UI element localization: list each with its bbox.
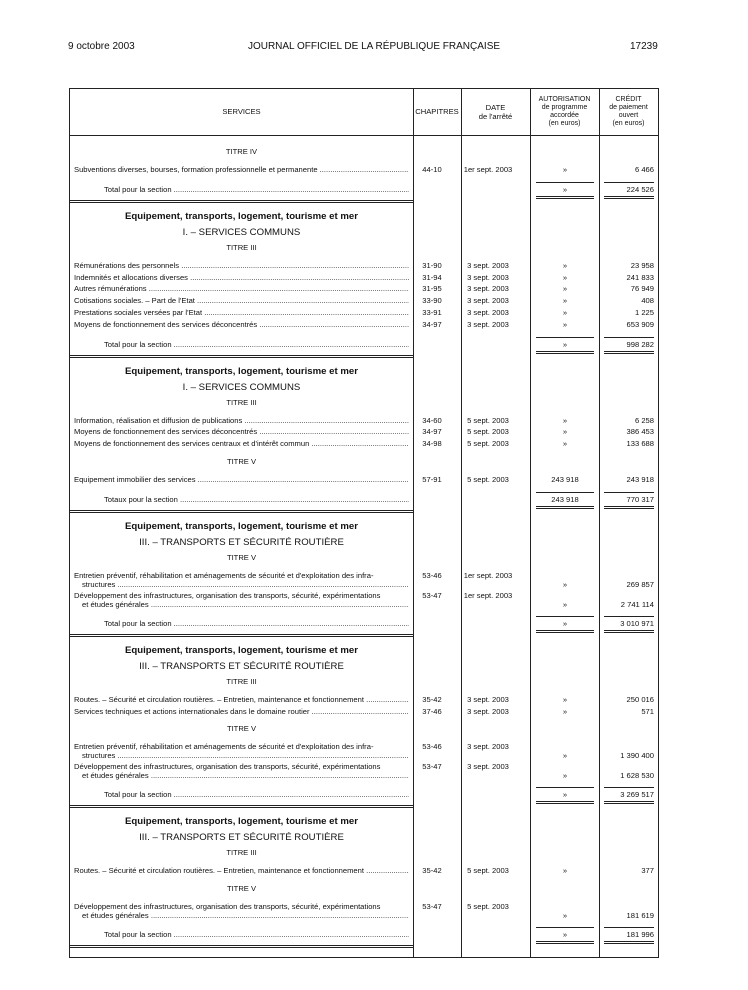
chapitre-cell: 53-47 <box>422 902 442 912</box>
total-rule <box>536 630 594 633</box>
service-label-cont: et études générales ..... <box>82 770 409 782</box>
total-rule <box>536 506 594 509</box>
table-row <box>70 272 658 284</box>
credit-cell: 1 225 <box>634 308 654 317</box>
section-divider <box>70 945 413 948</box>
autorisation-cell: » <box>562 579 568 589</box>
credit-cell: 6 258 <box>634 415 654 425</box>
table-header <box>70 89 658 136</box>
ministry-heading: Equipement, transports, logement, tourisme et mer <box>125 644 358 656</box>
col-divider-chapitres <box>413 89 414 957</box>
table-row <box>70 319 658 331</box>
date-cell: 3 sept. 2003 <box>467 694 509 704</box>
service-label: Routes. – Sécurité et circulation routières. – Entretien, maintenance et fonctionnement ..... <box>74 865 409 877</box>
chapitre-cell: 31-95 <box>422 284 442 294</box>
chapitre-cell: 53-46 <box>422 742 442 752</box>
chapitre-cell: 44-10 <box>422 165 442 174</box>
chapitre-cell: 35-42 <box>422 694 442 704</box>
service-label: Subventions diverses, bourses, formation professionnelle et permanente ..... <box>74 164 409 176</box>
table-row <box>70 706 658 718</box>
chapitre-cell: 34-97 <box>422 427 442 437</box>
date-cell: 3 sept. 2003 <box>467 319 509 329</box>
col-header-credit: CRÉDIT de paiement ouvert (en euros) <box>609 96 648 127</box>
service-label: Routes. – Sécurité et circulation routières. – Entretien, maintenance et fonctionnement ..... <box>74 694 409 706</box>
total-rule <box>604 927 654 928</box>
total-label: Totaux pour la section ..... <box>104 494 409 506</box>
total-rule <box>604 787 654 788</box>
service-label-cont: structures ..... <box>82 579 409 591</box>
autorisation-cell: 243 918 <box>551 475 579 484</box>
service-label: Moyens de fonctionnement des services déconcentrés ..... <box>74 319 409 331</box>
table-row <box>70 426 658 438</box>
table-row <box>70 741 658 761</box>
total-rule <box>536 787 594 788</box>
total-rule <box>536 927 594 928</box>
autorisation-cell: » <box>562 319 568 329</box>
autorisation-cell: » <box>562 296 568 306</box>
credit-total: 770 317 <box>626 494 654 504</box>
service-label: Entretien préventif, réhabilitation et aménagements de sécurité et d'exploitation des infra- <box>74 570 374 580</box>
date-cell: 3 sept. 2003 <box>467 706 509 716</box>
credit-cell: 76 949 <box>630 284 654 294</box>
col-header-services: SERVICES <box>222 107 261 116</box>
date-cell: 5 sept. 2003 <box>467 439 509 449</box>
section-heading: III. – TRANSPORTS ET SÉCURITÉ ROUTIÈRE <box>139 660 344 672</box>
autorisation-total: » <box>562 339 568 349</box>
table-row <box>70 761 658 781</box>
service-label: Moyens de fonctionnement des services centraux et d'intérêt commun ..... <box>74 438 409 450</box>
titre-heading: TITRE III <box>226 848 257 858</box>
service-label: Entretien préventif, réhabilitation et aménagements de sécurité et d'exploitation des infra- <box>74 742 374 752</box>
total-rule <box>536 941 594 944</box>
credit-cell: 653 909 <box>626 319 654 329</box>
service-label: Equipement immobilier des services ..... <box>74 474 409 486</box>
total-row <box>70 494 658 506</box>
autorisation-cell: » <box>562 415 568 425</box>
date-cell: 3 sept. 2003 <box>467 272 509 282</box>
credit-cell: 571 <box>641 706 654 716</box>
service-label: Développement des infrastructures, organisation des transports, sécurité, expérimentations <box>74 902 381 912</box>
col-header-autorisation: AUTORISATION de programme accordée (en euros) <box>538 96 591 127</box>
credit-cell: 386 453 <box>626 427 654 437</box>
autorisation-total: » <box>562 184 568 194</box>
section-divider <box>70 200 413 203</box>
autorisation-cell: » <box>562 694 568 704</box>
credit-total: 224 526 <box>626 184 654 194</box>
chapitre-cell: 37-46 <box>422 706 442 716</box>
titre-heading: TITRE V <box>226 724 257 734</box>
total-rule <box>604 492 654 493</box>
date-cell: 5 sept. 2003 <box>467 475 509 484</box>
total-rule <box>604 630 654 633</box>
table-row <box>70 865 658 877</box>
table-row <box>70 590 658 610</box>
autorisation-cell: » <box>562 866 568 876</box>
credit-cell: 241 833 <box>626 272 654 282</box>
date-cell: 3 sept. 2003 <box>467 742 509 752</box>
header-page-number: 17239 <box>630 41 658 52</box>
table-row <box>70 164 658 176</box>
total-row <box>70 618 658 630</box>
service-label: Développement des infrastructures, organisation des transports, sécurité, expérimentations <box>74 762 381 772</box>
table-row <box>70 260 658 272</box>
credit-cell: 2 741 114 <box>620 599 654 609</box>
date-cell: 3 sept. 2003 <box>467 284 509 294</box>
chapitre-cell: 35-42 <box>422 866 442 876</box>
total-rule <box>604 182 654 183</box>
titre-heading: TITRE V <box>226 884 257 894</box>
date-cell: 5 sept. 2003 <box>467 427 509 437</box>
table-row <box>70 901 658 921</box>
autorisation-total: » <box>562 790 568 800</box>
chapitre-cell: 34-98 <box>422 439 442 449</box>
service-label: Information, réalisation et diffusion de publications ..... <box>74 415 409 427</box>
titre-heading: TITRE III <box>226 676 257 686</box>
credit-cell: 1 390 400 <box>620 751 654 761</box>
credit-cell: 243 918 <box>626 475 654 484</box>
credit-cell: 408 <box>641 296 654 306</box>
autorisation-cell: » <box>562 599 568 609</box>
total-rule <box>604 351 654 354</box>
table-row <box>70 570 658 590</box>
chapitre-cell: 34-97 <box>422 319 442 329</box>
credit-cell: 6 466 <box>634 165 654 174</box>
col-header-chapitres: CHAPITRES <box>415 107 459 116</box>
date-cell: 3 sept. 2003 <box>467 762 509 772</box>
chapitre-cell: 31-94 <box>422 272 442 282</box>
autorisation-cell: » <box>562 427 568 437</box>
section-divider <box>70 510 413 513</box>
service-label: Rémunérations des personnels ..... <box>74 260 409 272</box>
section-heading: III. – TRANSPORTS ET SÉCURITÉ ROUTIÈRE <box>139 832 344 844</box>
total-rule <box>536 182 594 183</box>
total-row <box>70 339 658 351</box>
autorisation-cell: » <box>562 706 568 716</box>
titre-heading: TITRE III <box>226 242 257 252</box>
service-label: Développement des infrastructures, organisation des transports, sécurité, expérimentations <box>74 590 381 600</box>
autorisation-cell: » <box>562 911 568 921</box>
date-cell: 1er sept. 2003 <box>463 165 513 174</box>
service-label-cont: et études générales ..... <box>82 599 409 611</box>
credit-total: 181 996 <box>626 930 654 940</box>
table-row <box>70 694 658 706</box>
table-row <box>70 307 658 319</box>
total-row <box>70 929 658 941</box>
autorisation-cell: » <box>562 165 568 174</box>
service-label: Autres rémunérations ..... <box>74 283 409 295</box>
ministry-heading: Equipement, transports, logement, tourisme et mer <box>125 365 358 377</box>
service-label-cont: et études générales ..... <box>82 910 409 922</box>
total-rule <box>604 506 654 509</box>
chapitre-cell: 53-47 <box>422 590 442 600</box>
chapitre-cell: 53-46 <box>422 570 442 580</box>
date-cell: 3 sept. 2003 <box>467 260 509 270</box>
header-date: 9 octobre 2003 <box>68 41 135 52</box>
total-label: Total pour la section ..... <box>104 929 409 941</box>
chapitre-cell: 34-60 <box>422 415 442 425</box>
service-label: Moyens de fonctionnement des services déconcentrés ..... <box>74 426 409 438</box>
ministry-heading: Equipement, transports, logement, tourisme et mer <box>125 210 358 222</box>
total-label: Total pour la section ..... <box>104 789 409 801</box>
service-label: Services techniques et actions internationales dans le domaine routier ..... <box>74 706 409 718</box>
service-label: Cotisations sociales. – Part de l'Etat ..... <box>74 295 409 307</box>
total-rule <box>604 941 654 944</box>
date-cell: 5 sept. 2003 <box>467 415 509 425</box>
autorisation-cell: » <box>562 284 568 294</box>
table-row <box>70 295 658 307</box>
chapitre-cell: 57-91 <box>422 475 442 484</box>
total-rule <box>604 196 654 199</box>
col-header-date: DATE de l'arrêté <box>478 103 513 121</box>
total-rule <box>604 616 654 617</box>
col-divider-autorisation <box>530 89 531 957</box>
autorisation-cell: » <box>562 439 568 449</box>
credit-cell: 1 628 530 <box>620 771 654 781</box>
date-cell: 3 sept. 2003 <box>467 308 509 317</box>
autorisation-total: » <box>562 930 568 940</box>
credit-cell: 269 857 <box>626 579 654 589</box>
total-label: Total pour la section ..... <box>104 618 409 630</box>
section-heading: I. – SERVICES COMMUNS <box>182 226 301 238</box>
credit-total: 998 282 <box>626 339 654 349</box>
credit-cell: 181 619 <box>626 911 654 921</box>
ministry-heading: Equipement, transports, logement, tourisme et mer <box>125 520 358 532</box>
section-divider <box>70 355 413 358</box>
credit-cell: 250 016 <box>626 694 654 704</box>
chapitre-cell: 53-47 <box>422 762 442 772</box>
col-divider-credit <box>599 89 600 957</box>
total-rule <box>536 492 594 493</box>
section-divider <box>70 805 413 808</box>
autorisation-cell: » <box>562 272 568 282</box>
table-row <box>70 283 658 295</box>
autorisation-total: » <box>562 618 568 628</box>
total-rule <box>536 351 594 354</box>
titre-heading: TITRE V <box>226 552 257 562</box>
total-rule <box>604 337 654 338</box>
chapitre-cell: 33-90 <box>422 296 442 306</box>
autorisation-cell: » <box>562 260 568 270</box>
total-row <box>70 789 658 801</box>
table-row <box>70 415 658 427</box>
date-cell: 1er sept. 2003 <box>463 590 513 600</box>
section-heading: III. – TRANSPORTS ET SÉCURITÉ ROUTIÈRE <box>139 536 344 548</box>
autorisation-cell: » <box>562 751 568 761</box>
total-row <box>70 184 658 196</box>
date-cell: 5 sept. 2003 <box>467 866 509 876</box>
credit-cell: 133 688 <box>626 439 654 449</box>
service-label: Prestations sociales versées par l'Etat ..... <box>74 307 409 319</box>
total-rule <box>604 801 654 804</box>
header-journal-title: JOURNAL OFFICIEL DE LA RÉPUBLIQUE FRANÇAISE <box>247 41 501 52</box>
credit-cell: 23 958 <box>630 260 654 270</box>
total-label: Total pour la section ..... <box>104 339 409 351</box>
table-row <box>70 474 658 486</box>
section-divider <box>70 634 413 637</box>
chapitre-cell: 31-90 <box>422 260 442 270</box>
total-rule <box>536 801 594 804</box>
autorisation-cell: » <box>562 771 568 781</box>
table-row <box>70 438 658 450</box>
chapitre-cell: 33-91 <box>422 308 442 317</box>
credit-total: 3 010 971 <box>620 618 654 628</box>
total-rule <box>536 196 594 199</box>
total-label: Total pour la section ..... <box>104 184 409 196</box>
date-cell: 1er sept. 2003 <box>463 570 513 580</box>
total-rule <box>536 337 594 338</box>
service-label-cont: structures ..... <box>82 750 409 762</box>
credit-total: 3 269 517 <box>620 790 654 800</box>
service-label: Indemnités et allocations diverses ..... <box>74 272 409 284</box>
titre-heading: TITRE V <box>226 457 257 466</box>
credit-cell: 377 <box>641 866 654 876</box>
titre-heading: TITRE III <box>226 397 257 407</box>
autorisation-total: 243 918 <box>551 494 579 504</box>
section-heading: I. – SERVICES COMMUNS <box>182 381 301 393</box>
autorisation-cell: » <box>562 308 568 317</box>
date-cell: 5 sept. 2003 <box>467 902 509 912</box>
budget-table <box>69 88 659 958</box>
col-divider-date <box>461 89 462 957</box>
ministry-heading: Equipement, transports, logement, tourisme et mer <box>125 816 358 828</box>
date-cell: 3 sept. 2003 <box>467 296 509 306</box>
titre-heading: TITRE IV <box>225 147 258 156</box>
total-rule <box>536 616 594 617</box>
